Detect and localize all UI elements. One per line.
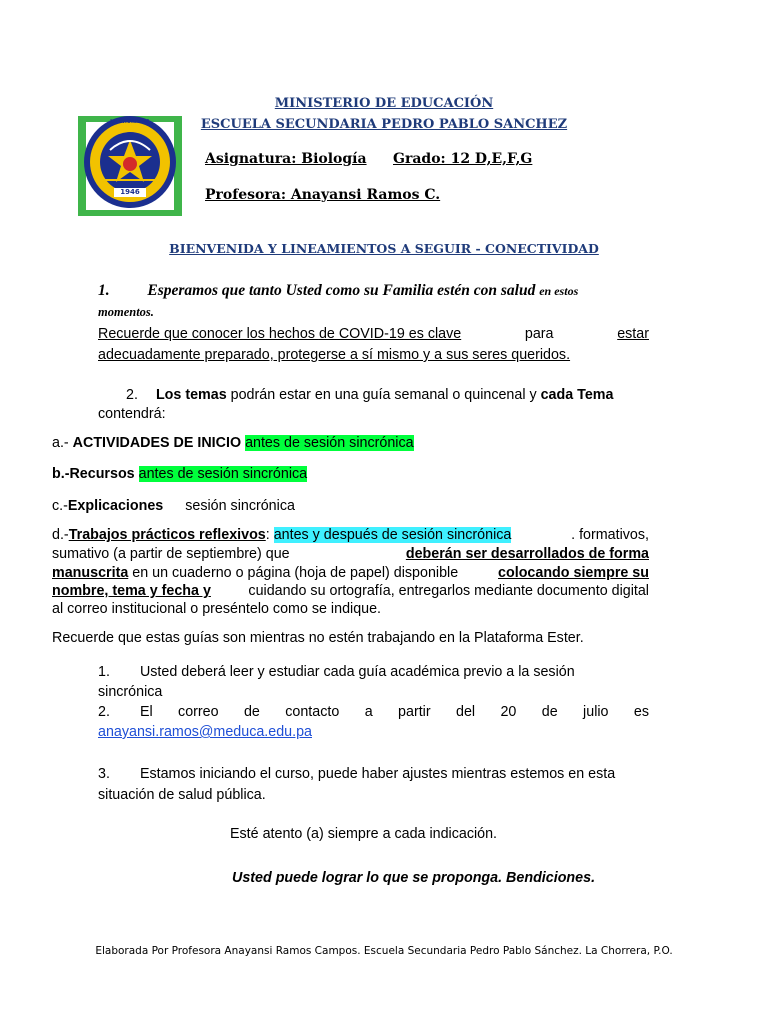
list-item-c xyxy=(52,497,295,516)
sub2-number: 2. xyxy=(98,704,110,720)
sub1-text-a: Usted deberá leer y estudiar cada guía académica previo a la sesión xyxy=(139,664,575,680)
item1-line2: adecuadamente preparado, protegerse a sí mismo y a sus seres queridos. xyxy=(98,347,571,363)
list-d-text1: . formativos, xyxy=(571,527,649,543)
logo-city: LA CHORRERA xyxy=(110,119,150,125)
item2-line1 xyxy=(126,386,649,405)
item2-bold-each: cada Tema xyxy=(540,387,614,403)
teacher-label: Profesora: Anayansi Ramos C. xyxy=(205,187,441,203)
list-d-prefix: d.- xyxy=(52,527,69,543)
item1-line1 xyxy=(98,325,649,344)
item1-title-small2: momentos. xyxy=(98,305,154,319)
list-a-highlight: antes de sesión sincrónica xyxy=(245,435,414,451)
item1-text-a: Recuerde que conocer los hechos xyxy=(98,326,319,342)
list-b-highlight: antes de sesión sincrónica xyxy=(138,466,308,482)
list-d-colon: : xyxy=(265,527,274,543)
closing-blessing: Usted puede lograr lo que se proponga. Bendiciones. xyxy=(232,870,596,886)
item1-text-c: para xyxy=(524,326,554,342)
platform-note: Recuerde que estas guías son mientras no estén trabajando en la Plataforma Ester. xyxy=(52,630,584,646)
item1-block xyxy=(98,282,578,300)
sub-item-3 xyxy=(98,765,649,784)
list-c-label: Explicaciones xyxy=(67,498,164,514)
list-d-bold4: nombre, tema y fecha y xyxy=(52,583,211,599)
sub3-text-a: Estamos iniciando el curso, puede haber ajustes mientras estemos en esta xyxy=(139,766,616,782)
welcome-title: BIENVENIDA Y LINEAMIENTOS A SEGUIR - CONECTIVIDAD xyxy=(169,241,599,256)
contact-email-link[interactable] xyxy=(98,723,312,742)
list-d-line2 xyxy=(52,545,649,564)
list-d-line4 xyxy=(52,582,649,601)
sub-item-1 xyxy=(98,663,649,682)
sub3-text-b: situación de salud pública. xyxy=(98,787,266,803)
page-footer: Elaborada Por Profesora Anayansi Ramos Campos. Escuela Secundaria Pedro Pablo Sánchez. La Chorrera, P.O. xyxy=(95,945,673,957)
list-b-label: b.-Recursos xyxy=(52,466,135,482)
sub-item-2 xyxy=(98,703,649,722)
email-link-text[interactable]: anayansi.ramos@meduca.edu.pa xyxy=(98,724,312,740)
list-d-text2: sumativo (a partir de septiembre) que xyxy=(52,546,290,562)
school-title: ESCUELA SECUNDARIA PEDRO PABLO SANCHEZ xyxy=(200,117,568,132)
item1-title: Esperamos que tanto Usted como su Familia estén con salud xyxy=(147,282,536,299)
list-c-text: sesión sincrónica xyxy=(185,498,295,514)
subject-label: Asignatura: Biología xyxy=(205,151,367,167)
item2-bold-topics: Los temas xyxy=(155,387,227,403)
school-logo xyxy=(76,110,184,218)
item1-title-small: en estos xyxy=(539,284,579,298)
item2-line2: contendrá: xyxy=(98,406,166,422)
list-a-label: ACTIVIDADES DE INICIO xyxy=(72,435,242,451)
list-d-line5: al correo institucional o preséntelo como se indique. xyxy=(52,601,382,617)
list-d-label: Trabajos prácticos reflexivos xyxy=(68,527,266,543)
list-c-prefix: c.- xyxy=(52,498,68,514)
item2-number: 2. xyxy=(126,387,138,403)
list-a-prefix: a.- xyxy=(52,435,73,451)
logo-year: 1946 xyxy=(120,188,140,196)
sub3-number: 3. xyxy=(98,766,110,782)
sub1-number: 1. xyxy=(98,664,110,680)
list-d-bold2: manuscrita xyxy=(52,565,129,581)
list-item-b xyxy=(52,465,307,484)
item2-text: podrán estar en una guía semanal o quincenal y xyxy=(226,387,541,403)
item1-text-b: de COVID-19 es clave xyxy=(318,326,462,342)
item1-number: 1. xyxy=(98,282,110,299)
list-d-text3: en un cuaderno o página (hoja de papel) disponible xyxy=(128,565,459,581)
list-d-highlight: antes y después de sesión sincrónica xyxy=(273,527,512,543)
ministry-title: MINISTERIO DE EDUCACIÓN xyxy=(274,96,494,111)
grade-label: Grado: 12 D,E,F,G xyxy=(393,151,533,167)
item1-text-d: estar xyxy=(617,326,649,342)
list-d-line3 xyxy=(52,564,649,583)
list-d-line1 xyxy=(52,526,649,545)
list-d-bold1: deberán ser desarrollados de forma xyxy=(405,546,649,562)
list-item-a xyxy=(52,434,414,453)
closing-attention: Esté atento (a) siempre a cada indicación. xyxy=(230,826,498,842)
sub2-text: El correo de contacto a partir del 20 de julio es xyxy=(139,704,649,720)
list-d-bold3: colocando siempre su xyxy=(498,565,649,581)
sub1-text-b: sincrónica xyxy=(98,684,163,700)
list-d-text4: cuidando su ortografía, entregarlos mediante documento digital xyxy=(248,583,649,599)
